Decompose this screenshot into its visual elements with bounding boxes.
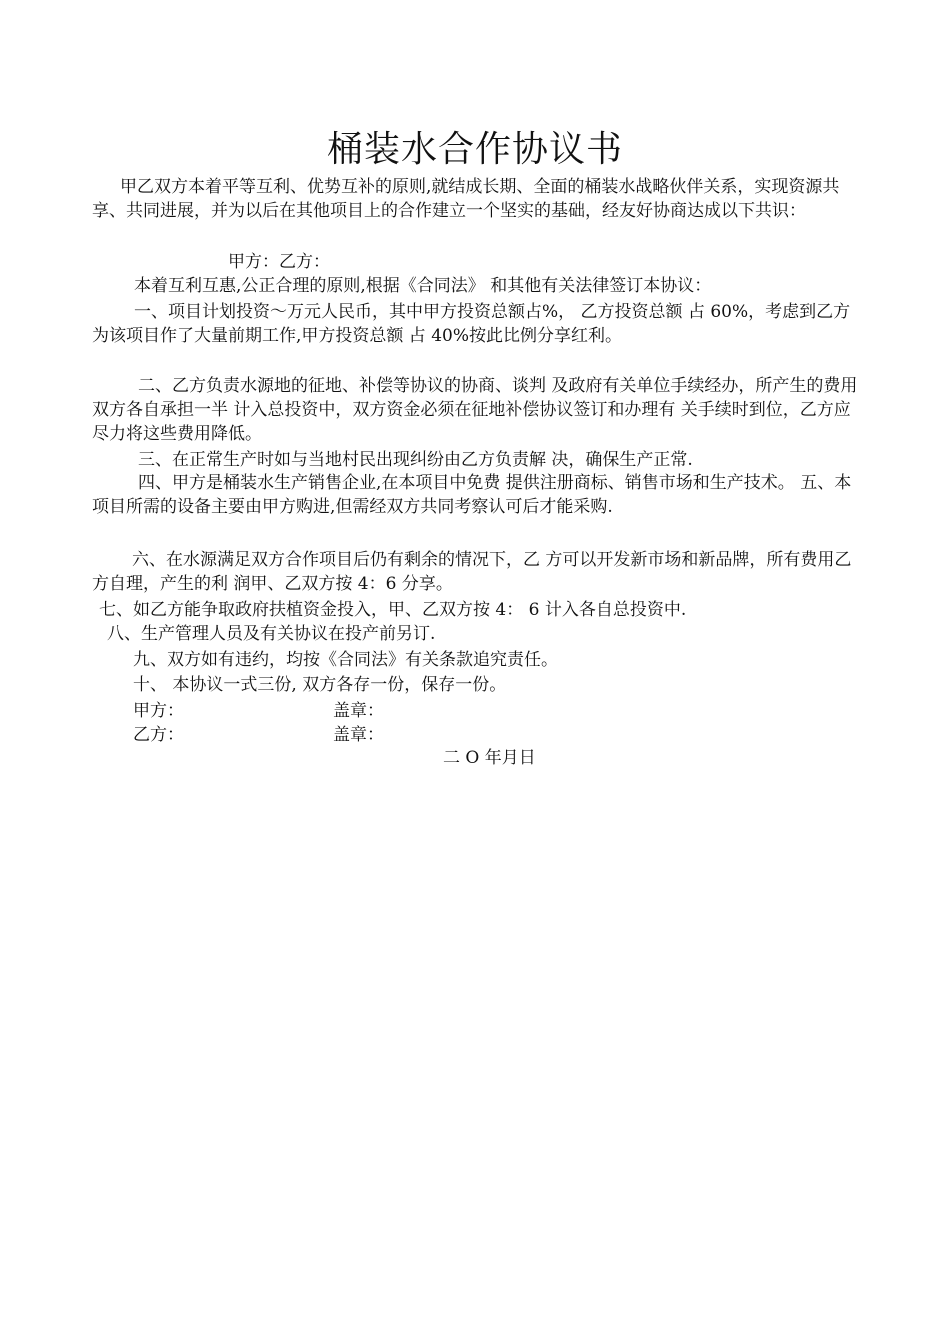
clause-9: 九、双方如有违约，均按《合同法》有关条款追究责任。 [133,650,558,670]
principle-paragraph: 本着互利互惠,公正合理的原则,根据《合同法》 和其他有关法律签订本协议： [134,276,712,296]
clause-3: 三、在正常生产时如与当地村民出现纠纷由乙方负责解 决，确保生产正常. [138,450,693,470]
clause-4: 四、甲方是桶装水生产销售企业,在本项目中免费 提供注册商标、销售市场和生产技术。 五、本项目所需的设备主要由甲方购进,但需经双方共同考察认可后才能采购. [92,473,852,517]
parties-line: 甲方：乙方： [228,252,330,272]
clause-2: 二、乙方负责水源地的征地、补偿等协议的协商、谈判 及政府有关单位手续经办，所产生的费用双方各自承担一半 计入总投资中，双方资金必须在征地补偿协议签订和办理有 关手续时到位，乙方应尽力将这些费用降低。 [92,376,858,444]
clause-8: 八、生产管理人员及有关协议在投产前另订. [107,624,436,644]
signature-seal-a-label: 盖章： [333,701,384,721]
clause-7: 七、如乙方能争取政府扶植资金投入，甲、乙双方按 4： 6 计入各自总投资中. [99,600,687,620]
signature-seal-b-label: 盖章： [333,725,384,745]
clause-1: 一、项目计划投资～万元人民币，其中甲方投资总额占%， 乙方投资总额 占 60%，考虑到乙方为该项目作了大量前期工作,甲方投资总额 占 40%按此比例分享红利。 [92,302,851,346]
document-title: 桶装水合作协议书 [326,129,623,170]
intro-paragraph: 甲乙双方本着平等互利、优势互补的原则,就结成长期、全面的桶装水战略伙伴关系，实现资源共享、共同进展，并为以后在其他项目上的合作建立一个坚实的基础，经友好协商达成以下共识： [92,177,840,221]
clause-6: 六、在水源满足双方合作项目后仍有剩余的情况下，乙 方可以开发新市场和新品牌，所有费用乙方自理，产生的利 润甲、乙双方按 4：6 分享。 [92,550,852,594]
clause-10: 十、 本协议一式三份, 双方各存一份，保存一份。 [133,675,507,695]
signature-party-b-label: 乙方： [133,725,184,745]
document-date: 二 O 年月日 [443,748,536,768]
signature-party-a-label: 甲方： [133,701,184,721]
